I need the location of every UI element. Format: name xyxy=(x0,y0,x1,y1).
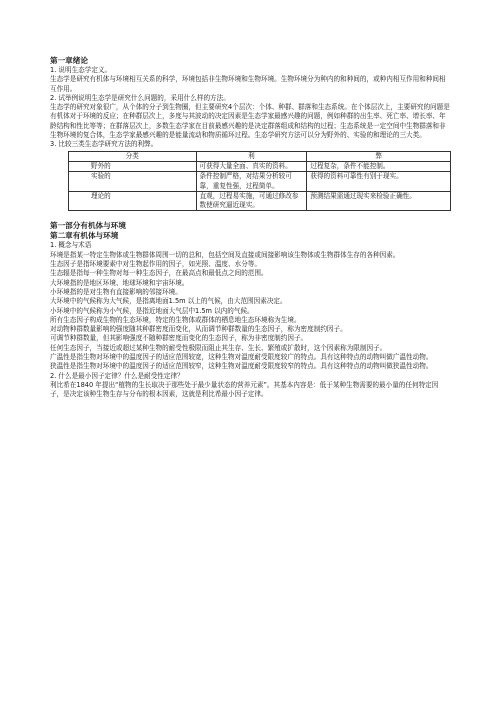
definition-item: 广温性是指生物对环境中的温度因子的适应范围较宽，这种生物对温度耐受限度较广的特点。具有这种特点的动物叫做广温性动物。 xyxy=(50,353,433,362)
definition-item: 所有生态因子构成生物的生态环境，特定的生物体或群体的栖息地生态环境称为生境。 xyxy=(50,315,301,324)
table-cell: 过程复杂，条件不能控制。 xyxy=(307,161,451,171)
chapter1-question-2: 2. 试举例说明生态学是研究什么问题的，采用什么样的方法。 xyxy=(50,93,230,102)
table-cell: 获得的资料可靠性有别于现实。 xyxy=(307,172,451,192)
chapter1-answer-2: 生态学的研究对象很广，从个体的分子到生物圈，但主要研究4个层次：个体、种群、群落和生态系统。在个体层次上，主要研究的问题是有机体对于环境的反应；在种群层次上，多度与其波动的决定因素是生态学家最感兴趣的问题，例如种群的出生率、死亡率、增长率、年龄结构和性比等等；在群落层次上，多数生态学家在目前最感兴趣的是决定群落组成和结构的过程；生态系统是一定空间中生物群落和非生物环境的复合体，生态学家最感兴趣的是能量流动和物质循环过程。生态学研究方法可以分为野外的、实验的和理论的三大类。 xyxy=(50,103,450,140)
table-row xyxy=(69,161,451,171)
table-cell: 条件控制严格，对结果分析较可靠，重复性强，过程简单。 xyxy=(196,172,307,192)
chapter2-title: 第二章有机体与环境 xyxy=(50,231,119,241)
definition-item: 环境是指某一特定生物体或生物群体周围一切的总和，包括空间及直接或间接影响该生物体或生物群体生存的各种因素。 xyxy=(50,250,400,259)
table-cell: 理论的 xyxy=(69,191,197,211)
chapter2-answer-2: 利比希在1840 年提出“植物的生长取决于那些处于最少量状态的营养元素”。其基本内容是：低于某种生物需要的最小量的任何特定因子，是决定该种生物生存与分布的根本因素，这就是利比希最小因子定律。 xyxy=(50,380,439,399)
table-cell: 野外的 xyxy=(69,161,197,171)
table-header-cell: 分类 xyxy=(69,151,197,161)
table-row xyxy=(69,172,451,192)
definition-item: 可调节种群数量，但其影响强度不随种群密度而变化的生态因子，称为非密度制约因子。 xyxy=(50,334,308,343)
definition-item: 小环境中的气候称为小气候，是指近地面大气层中1.5m 以内的气候。 xyxy=(50,306,254,315)
chapter1-question-1: 1. 说明生态学定义。 xyxy=(50,66,112,74)
table-cell: 直观，过程易实施，可通过修改参数使研究逼近现实。 xyxy=(196,191,307,211)
methods-comparison-table xyxy=(68,151,451,212)
definition-item: 大环境指的是地区环境、地球环境和宇宙环境。 xyxy=(50,278,189,287)
definition-item: 生态因子是指环境要素中对生物起作用的因子，如光照、温度、水分等。 xyxy=(50,260,261,269)
definition-item: 狭温性是指生物对环境中的温度因子的适应范围较窄，这种生物对温度耐受限度较窄的特点。具有这种特点的动物叫做狭温性动物。 xyxy=(50,362,433,371)
part1-title: 第一部分有机体与环境 xyxy=(50,221,126,231)
table-header-row xyxy=(69,151,451,161)
table-header-cell: 弊 xyxy=(307,151,451,161)
chapter1-answer-1: 生态学是研究有机体与环境相互关系的科学，环境包括非生物环境和生物环境。生物环境分为种内的和种间的，或种内相互作用和种间相互作用。 xyxy=(50,75,446,93)
table-header-cell: 利 xyxy=(196,151,307,161)
table-cell: 实验的 xyxy=(69,172,197,192)
definition-item: 大环境中的气候称为大气候，是指离地面1.5m 以上的气候，由大范围因素决定。 xyxy=(50,297,287,306)
chapter2-question-1: 1. 概念与术语 xyxy=(50,241,92,250)
definition-item: 对动物种群数量影响的强度随其种群密度而变化，从而调节种群数量的生态因子，称为密度制约因子。 xyxy=(50,325,347,334)
chapter1-question-3: 3. 比较三类生态学研究方法的利弊。 xyxy=(50,140,158,149)
definition-item: 生态辐是指每一种生物对每一种生态因子，在最高点和最低点之间的范围。 xyxy=(50,269,268,278)
table-cell: 预测结果需通过现实来检验正确性。 xyxy=(307,191,451,211)
definition-item: 小环境指的是对生物有直接影响的邻接环境。 xyxy=(50,287,182,296)
definition-item: 任何生态因子，当接近或超过某种生物的耐受性极限而阻止其生存、生长、繁殖或扩散时，这个因素称为限制因子。 xyxy=(50,343,387,352)
table-row xyxy=(69,191,451,211)
table-cell: 可获得大量全面、真实的资料。 xyxy=(196,161,307,171)
document-page xyxy=(50,56,450,400)
chapter1-title: 第一章绪论 xyxy=(50,56,88,65)
chapter2-question-2: 2. 什么是最小因子定律？什么是耐受性定律？ xyxy=(50,371,184,380)
